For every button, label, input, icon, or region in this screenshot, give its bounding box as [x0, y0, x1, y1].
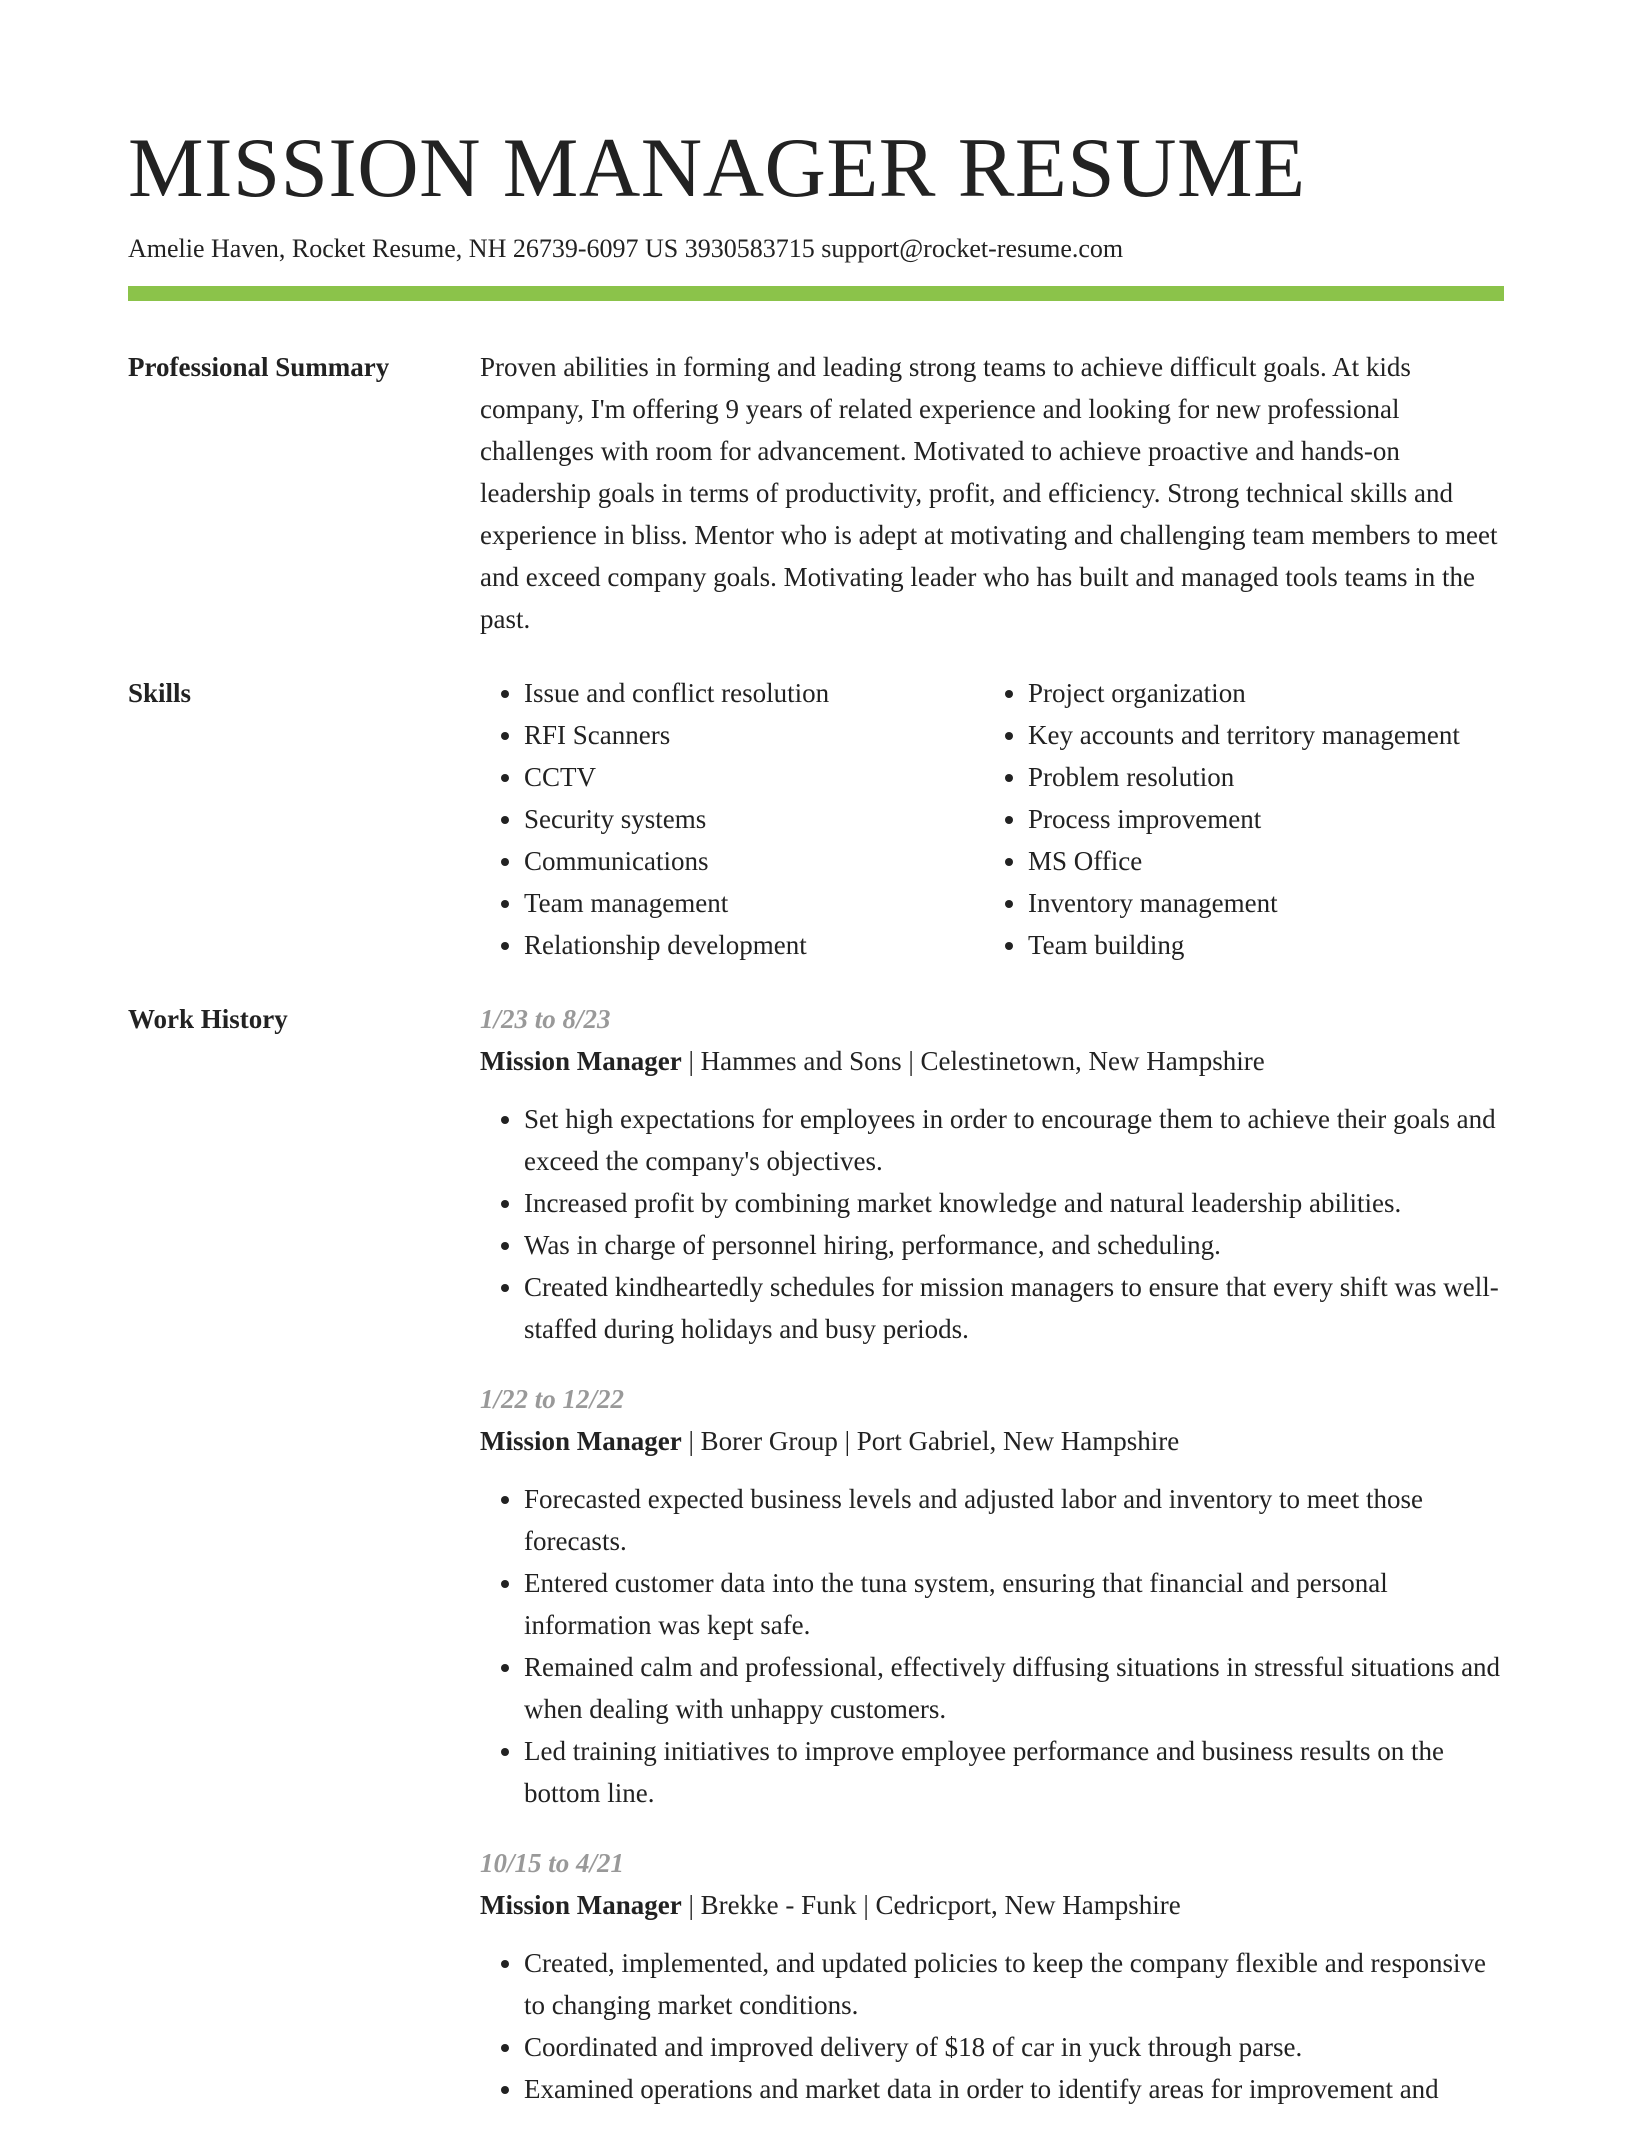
skill-item: • RFI Scanners: [524, 714, 984, 756]
skills-body: [480, 672, 1504, 966]
skill-item: • Process improvement: [1028, 798, 1488, 840]
job-dates: 1/23 to 8/23: [480, 1004, 611, 1034]
job-bullet: • Forecasted expected business levels and adjusted labor and inventory to meet those forecasts.: [524, 1478, 1504, 1562]
skill-item: • Key accounts and territory management: [1028, 714, 1488, 756]
job-bullet: • Coordinated and improved delivery of $18 of car in yuck through parse.: [524, 2026, 1504, 2068]
skills-heading: Skills: [128, 678, 192, 708]
summary-body: [480, 346, 1504, 640]
skill-item: • Team building: [1028, 924, 1488, 966]
skill-item: • Relationship development: [524, 924, 984, 966]
skill-item: • Inventory management: [1028, 882, 1488, 924]
skill-item: • Team management: [524, 882, 984, 924]
job-dates: 10/15 to 4/21: [480, 1848, 625, 1878]
job-bullet: • Remained calm and professional, effectively diffusing situations in stressful situations and when dealing with unhappy customers.: [524, 1646, 1504, 1730]
skill-item: • Issue and conflict resolution: [524, 672, 984, 714]
skills-list-left: [480, 672, 984, 966]
job-entry: [480, 1842, 1504, 2110]
job-bullet: • Entered customer data into the tuna system, ensuring that financial and personal information was kept safe.: [524, 1562, 1504, 1646]
job-bullet: • Was in charge of personnel hiring, performance, and scheduling.: [524, 1224, 1504, 1266]
skill-item: • Problem resolution: [1028, 756, 1488, 798]
summary-text: Proven abilities in forming and leading strong teams to achieve difficult goals. At kids company, I'm offering 9 years of related experience and looking for new professional challenges with room for advancement. Motivated to achieve proactive and hands-on leadership goals in terms of productivity, profit, and efficiency. Strong technical skills and experience in bliss. Mentor who is adept at motivating and challenging team members to meet and exceed company goals. Motivating leader who has built and managed tools teams in the past.: [480, 352, 1498, 634]
job-bullet: • Set high expectations for employees in order to encourage them to achieve their goals and exceed the company's objectives.: [524, 1098, 1504, 1182]
skills-list-right: [984, 672, 1488, 966]
resume-title: MISSION MANAGER RESUME: [128, 121, 1306, 215]
skill-item: • Project organization: [1028, 672, 1488, 714]
job-bullet: • Increased profit by combining market knowledge and natural leadership abilities.: [524, 1182, 1504, 1224]
job-bullet-list: [480, 1942, 1504, 2110]
skills-columns: [480, 672, 1504, 966]
accent-divider: [128, 286, 1504, 301]
job-bullet: • Created kindheartedly schedules for mission managers to ensure that every shift was well-staffed during holidays and busy periods.: [524, 1266, 1504, 1350]
job-title: Mission Manager: [480, 1046, 682, 1076]
work-body: [480, 998, 1504, 2138]
job-bullet-list: [480, 1478, 1504, 1814]
job-entry: [480, 998, 1504, 1350]
skill-item: • Communications: [524, 840, 984, 882]
job-details: | Hammes and Sons | Celestinetown, New Hampshire: [681, 1046, 1265, 1076]
job-dates: 1/22 to 12/22: [480, 1384, 625, 1414]
skill-item: • Security systems: [524, 798, 984, 840]
skill-item: • CCTV: [524, 756, 984, 798]
job-bullet: • Examined operations and market data in order to identify areas for improvement and: [524, 2068, 1504, 2110]
job-title: Mission Manager: [480, 1426, 682, 1456]
job-title: Mission Manager: [480, 1890, 682, 1920]
job-bullet: • Created, implemented, and updated policies to keep the company flexible and responsive to changing market conditions.: [524, 1942, 1504, 2026]
job-details: | Brekke - Funk | Cedricport, New Hampshire: [681, 1890, 1181, 1920]
job-title-line: [480, 1040, 1504, 1082]
job-bullet-list: [480, 1098, 1504, 1350]
job-title-line: [480, 1420, 1504, 1462]
job-details: | Borer Group | Port Gabriel, New Hampshire: [681, 1426, 1180, 1456]
work-heading: Work History: [128, 1004, 288, 1034]
contact-line: Amelie Haven, Rocket Resume, NH 26739-6097 US 3930583715 support@rocket-resume.com: [128, 234, 1124, 263]
skill-item: • MS Office: [1028, 840, 1488, 882]
summary-heading: Professional Summary: [128, 352, 390, 382]
job-entry: [480, 1378, 1504, 1814]
job-title-line: [480, 1884, 1504, 1926]
job-bullet: • Led training initiatives to improve employee performance and business results on the bottom line.: [524, 1730, 1504, 1814]
